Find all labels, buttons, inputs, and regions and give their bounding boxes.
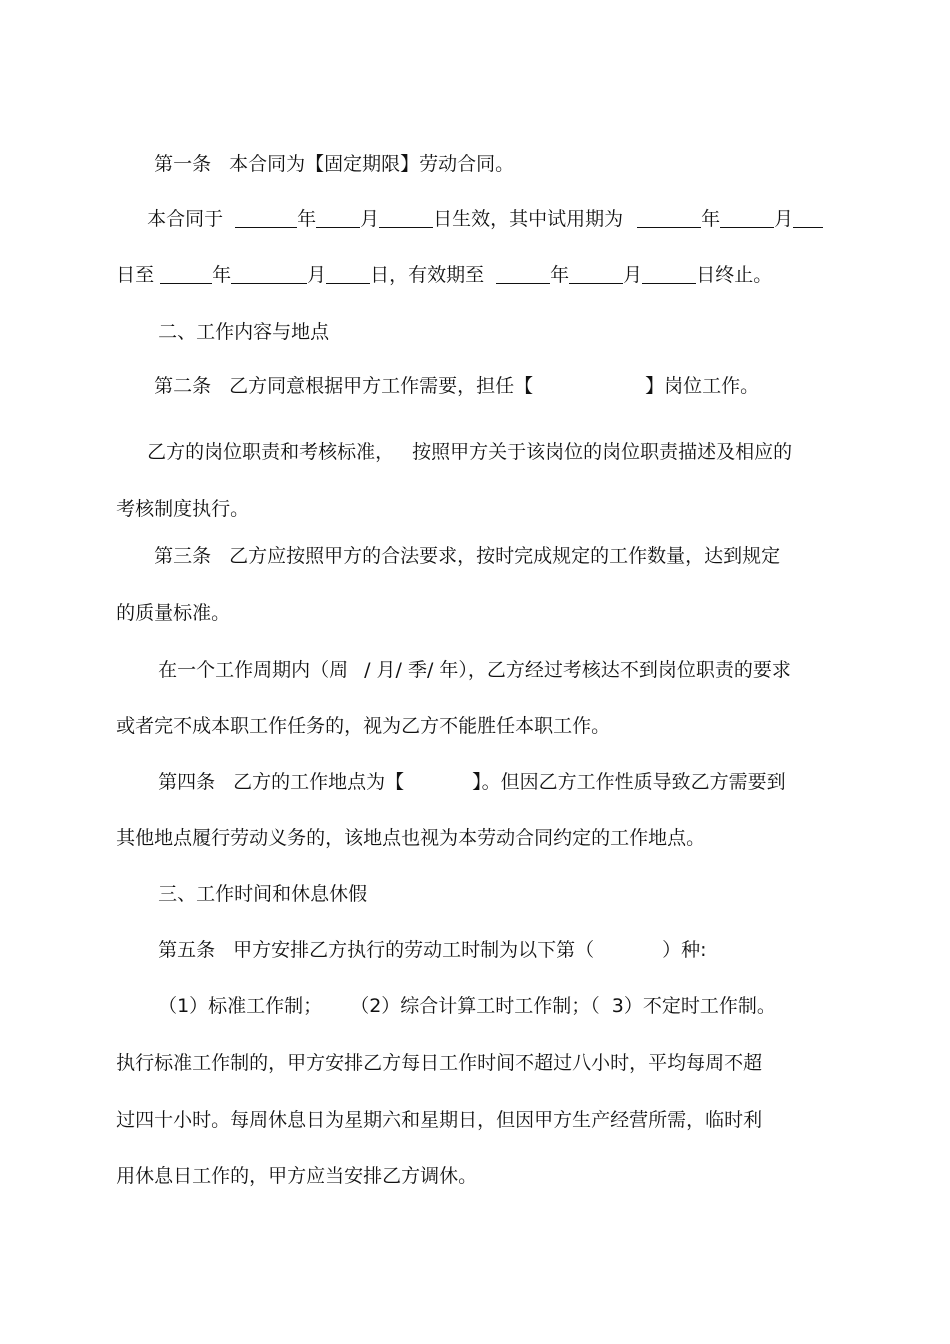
- paragraph-line: [104, 1027, 762, 1075]
- text-segment: 年: [550, 264, 570, 286]
- blank-line: [379, 209, 433, 228]
- article-label: 第五条: [158, 939, 216, 961]
- option-text: 3）不定时工作制。: [611, 995, 776, 1017]
- section-heading: [146, 296, 329, 344]
- paragraph-line: [104, 473, 249, 521]
- text-segment: 日终止。: [696, 264, 773, 286]
- article-label: 第三条: [154, 545, 212, 567]
- article-label: 第二条: [154, 375, 212, 397]
- text-segment: 】。但因乙方工作性质导致乙方需要到: [472, 771, 786, 793]
- paragraph-line: [104, 1084, 762, 1132]
- text-segment: 年: [212, 264, 232, 286]
- section-heading: [146, 858, 367, 906]
- blank-line: [326, 265, 370, 284]
- article-1-line: [142, 128, 514, 176]
- text-segment: 日生效，其中试用期为: [433, 208, 624, 230]
- article-5-line: [146, 914, 707, 962]
- effective-date-line: [135, 183, 823, 231]
- heading-text: 三、工作时间和休息休假: [158, 883, 368, 905]
- text-segment: 日，有效期至: [370, 264, 485, 286]
- text-segment: 考核制度执行。: [116, 498, 250, 520]
- text-segment: 乙方同意根据甲方工作需要，担任【: [229, 375, 534, 397]
- blank-line: [569, 265, 623, 284]
- text-segment: 乙方的工作地点为【: [233, 771, 405, 793]
- blank-line: [496, 265, 550, 284]
- text-segment: 在一个工作周期内（周: [158, 659, 349, 681]
- text-segment: 日至: [116, 264, 155, 286]
- blank-line: [316, 209, 360, 228]
- article-3-line: [142, 520, 780, 568]
- article-2-line: [142, 350, 759, 398]
- text-segment: 本合同为【固定期限】劳动合同。: [229, 153, 515, 175]
- heading-text: 二、工作内容与地点: [158, 321, 330, 343]
- text-segment: 月: [307, 264, 327, 286]
- text-segment: ）种:: [662, 939, 707, 961]
- text-segment: / 月/ 季/ 年），乙方经过考核达不到岗位职责的要求: [364, 659, 791, 681]
- paragraph-line: [146, 634, 791, 682]
- text-segment: 月: [623, 264, 643, 286]
- paragraph-line: [104, 577, 230, 625]
- article-label: 第四条: [158, 771, 216, 793]
- blank-line: [720, 209, 774, 228]
- text-segment: 乙方应按照甲方的合法要求，按时完成规定的工作数量，达到规定: [229, 545, 781, 567]
- text-segment: 年: [297, 208, 317, 230]
- paragraph-line: [135, 416, 792, 464]
- text-segment: 年: [701, 208, 721, 230]
- text-segment: 其他地点履行劳动义务的，该地点也视为本劳动合同约定的工作地点。: [116, 827, 706, 849]
- paragraph-line: [104, 690, 610, 738]
- work-hour-options: [146, 970, 776, 1018]
- text-segment: 过四十小时。每周休息日为星期六和星期日，但因甲方生产经营所需，临时利: [116, 1109, 763, 1131]
- text-segment: 的质量标准。: [116, 602, 231, 624]
- text-segment: 或者完不成本职工作任务的，视为乙方不能胜任本职工作。: [116, 715, 611, 737]
- blank-line: [160, 265, 212, 284]
- option-text: （2）综合计算工时工作制；（: [350, 995, 600, 1017]
- text-segment: 月: [360, 208, 380, 230]
- blank-line: [793, 209, 823, 228]
- text-segment: 乙方的岗位职责和考核标准，: [147, 441, 395, 463]
- probation-end-line: [104, 239, 772, 287]
- text-segment: 执行标准工作制的，甲方安排乙方每日工作时间不超过八小时，平均每周不超: [116, 1052, 763, 1074]
- text-segment: 】岗位工作。: [645, 375, 760, 397]
- text-segment: 用休息日工作的，甲方应当安排乙方调休。: [116, 1165, 478, 1187]
- paragraph-line: [104, 802, 705, 850]
- text-segment: 甲方安排乙方执行的劳动工时制为以下第（: [233, 939, 595, 961]
- blank-line: [235, 209, 297, 228]
- text-segment: 按照甲方关于该岗位的岗位职责描述及相应的: [412, 441, 793, 463]
- blank-line: [642, 265, 696, 284]
- article-label: 第一条: [154, 153, 212, 175]
- text-segment: 月: [774, 208, 794, 230]
- text-segment: 本合同于: [147, 208, 224, 230]
- paragraph-line: [104, 1140, 477, 1188]
- option-text: （1）标准工作制；: [158, 995, 323, 1017]
- blank-line: [231, 265, 307, 284]
- article-4-line: [146, 746, 786, 794]
- blank-line: [637, 209, 701, 228]
